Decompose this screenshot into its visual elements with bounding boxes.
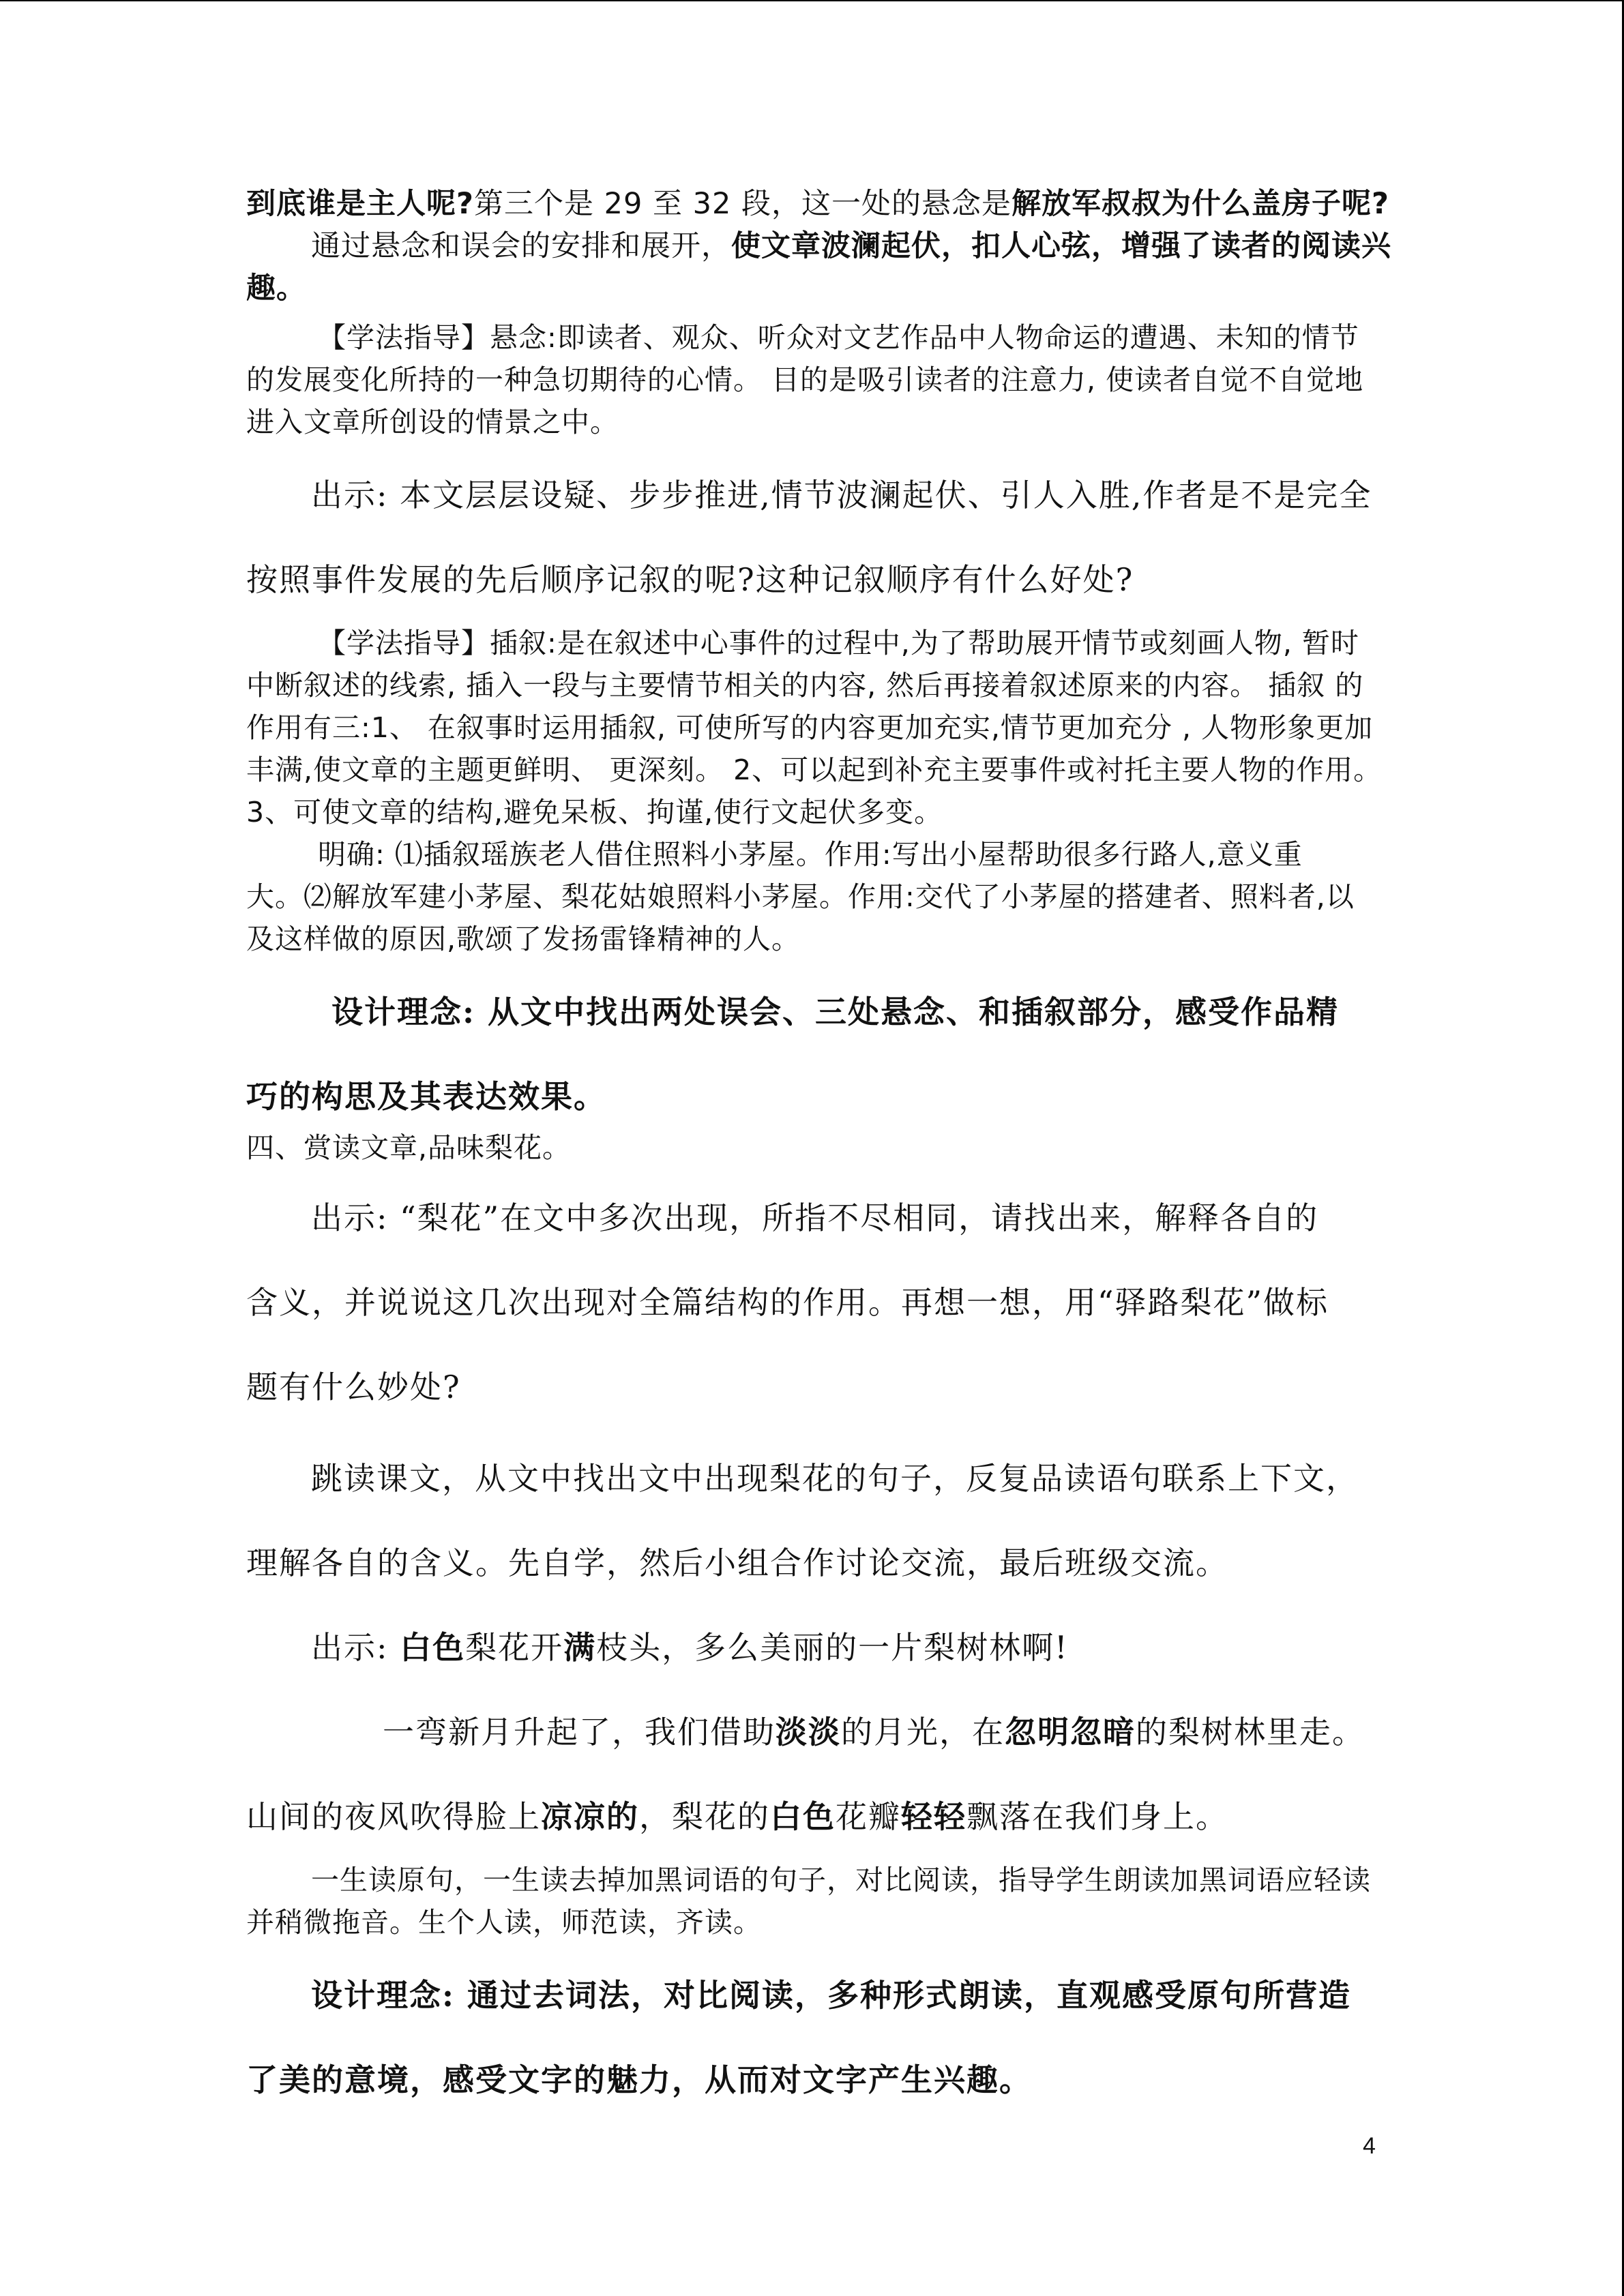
guide-suspense-line: 的发展变化所持的一种急切期待的心情。 目的是吸引读者的注意力, 使读者自觉不自觉地: [246, 363, 1364, 396]
activity-line: 理解各自的含义。先自学，然后小组合作讨论交流，最后班级交流。: [246, 1545, 1228, 1581]
bold-text: 设计理念: 通过去词法，对比阅读，多种形式朗读，直观感受原句所营造: [311, 1977, 1351, 2014]
paragraph-suspense-third: [246, 183, 1390, 225]
guide-suspense-line: 【学法指导】悬念:即读者、观众、听众对文艺作品中人物命运的遭遇、未知的情节: [318, 321, 1359, 354]
text: ，梨花的: [639, 1798, 770, 1835]
prompt-line: 含义，并说说这几次出现对全篇结构的作用。再想一想，用“驿路梨花”做标: [246, 1284, 1329, 1321]
text: 花瓣: [836, 1798, 901, 1835]
design-concept-line: [246, 970, 1378, 1054]
page-number: 4: [1363, 2133, 1376, 2159]
guide-flashback-line: 丰满,使文章的主题更鲜明、 更深刻。 2、可以起到补充主要事件或衬托主要人物的作用。: [246, 754, 1383, 786]
bold-text: 淡淡: [776, 1714, 841, 1750]
prompt-line: 按照事件发展的先后顺序记叙的呢?这种记叙顺序有什么好处?: [246, 561, 1134, 598]
prompt-line: 题有什么妙处?: [246, 1369, 461, 1405]
bold-text: 白色: [770, 1798, 836, 1835]
bold-text: 凉凉的: [541, 1798, 639, 1835]
section-heading: 四、赏读文章,品味梨花。: [246, 1131, 572, 1164]
reading-practice-line: 一生读原句，一生读去掉加黑词语的句子，对比阅读，指导学生朗读加黑词语应轻读: [311, 1864, 1371, 1896]
paragraph-summary-line1: [246, 225, 1391, 267]
guide-flashback-line: 3、可使文章的结构,避免呆板、拘谨,使行文起伏多变。: [246, 796, 943, 829]
text: 的月光，在: [841, 1714, 1005, 1750]
text: 第三个是 29 至 32 段，这一处的悬念是: [473, 187, 1012, 221]
bold-text: 忽明忽暗: [1005, 1714, 1136, 1750]
bold-text: 白色: [400, 1629, 466, 1666]
reading-practice-line: 并稍微拖音。生个人读，师范读，齐读。: [246, 1906, 762, 1939]
prompt-sequence: [246, 453, 1378, 622]
text: 的梨树林里走。: [1136, 1714, 1365, 1750]
example-sentence-3: [246, 1774, 1378, 1859]
clarification-line: 及这样做的原因,歌颂了发扬雷锋精神的人。: [246, 923, 801, 955]
guide-flashback-line: 中断叙述的线索, 插入一段与主要情节相关的内容, 然后再接着叙述原来的内容。 插叙 的: [246, 669, 1364, 702]
bold-text: 巧的构思及其表达效果。: [246, 1078, 606, 1115]
prompt-line: 出示: 本文层层设疑、步步推进,情节波澜起伏、引人入胜,作者是不是完全: [311, 477, 1372, 513]
clarification-line: 大。⑵解放军建小茅屋、梨花姑娘照料小茅屋。作用:交代了小茅屋的搭建者、照料者,以: [246, 880, 1355, 913]
example-sentence-1: [246, 1605, 1378, 1690]
text: 出示:: [311, 1629, 400, 1666]
text: 山间的夜风吹得脸上: [246, 1798, 541, 1835]
text: 一弯新月升起了，我们借助: [383, 1714, 776, 1750]
reading-practice: [246, 1859, 1378, 1943]
bold-text: 使文章波澜起伏，扣人心弦，增强了读者的阅读兴: [731, 229, 1391, 263]
document-page: [246, 183, 1391, 2122]
guide-flashback-line: 作用有三:1、 在叙事时运用插叙, 可使所写的内容更加充实,情节更加充分 , 人物形象更加: [246, 711, 1374, 744]
clarification-line: 明确: ⑴插叙瑶族老人借住照料小茅屋。作用:写出小屋帮助很多行路人,意义重: [318, 838, 1303, 871]
bold-text: 到底谁是主人呢?: [246, 187, 474, 221]
bold-text: 解放军叔叔为什么盖房子呢?: [1012, 187, 1390, 221]
top-border: [0, 0, 1624, 1]
guide-suspense: [246, 316, 1378, 443]
text: 枝头，多么美丽的一片梨树林啊!: [596, 1629, 1069, 1666]
design-concept-line: [246, 1953, 1378, 2038]
bold-text: 轻轻: [901, 1798, 966, 1835]
guide-flashback: [246, 622, 1383, 833]
paragraph-summary-line2: [246, 267, 1378, 310]
design-concept-line: [246, 2038, 1378, 2122]
bold-text: 满: [563, 1629, 597, 1666]
prompt-pear-flower: [246, 1176, 1378, 1429]
text: 通过悬念和误会的安排和展开，: [311, 229, 731, 263]
text: 飘落在我们身上。: [966, 1798, 1228, 1835]
guide-suspense-line: 进入文章所创设的情景之中。: [246, 406, 619, 438]
clarification: [246, 833, 1378, 960]
text: 梨花开: [465, 1629, 564, 1666]
bold-text: 趣。: [246, 271, 306, 305]
example-sentence-2: [246, 1690, 1378, 1774]
activity-skim: [246, 1436, 1378, 1605]
prompt-line: 出示: “梨花”在文中多次出现，所指不尽相同，请找出来，解释各自的: [311, 1199, 1319, 1236]
design-concept-1: [246, 970, 1378, 1139]
design-concept-2: [246, 1953, 1378, 2122]
bold-text: 设计理念: 从文中找出两处误会、三处悬念、和插叙部分，感受作品精: [331, 994, 1339, 1030]
guide-flashback-line: 【学法指导】插叙:是在叙述中心事件的过程中,为了帮助展开情节或刻画人物, 暂时: [318, 627, 1359, 659]
bold-text: 了美的意境，感受文字的魅力，从而对文字产生兴趣。: [246, 2061, 1032, 2098]
activity-line: 跳读课文，从文中找出文中出现梨花的句子，反复品读语句联系上下文，: [311, 1460, 1359, 1497]
